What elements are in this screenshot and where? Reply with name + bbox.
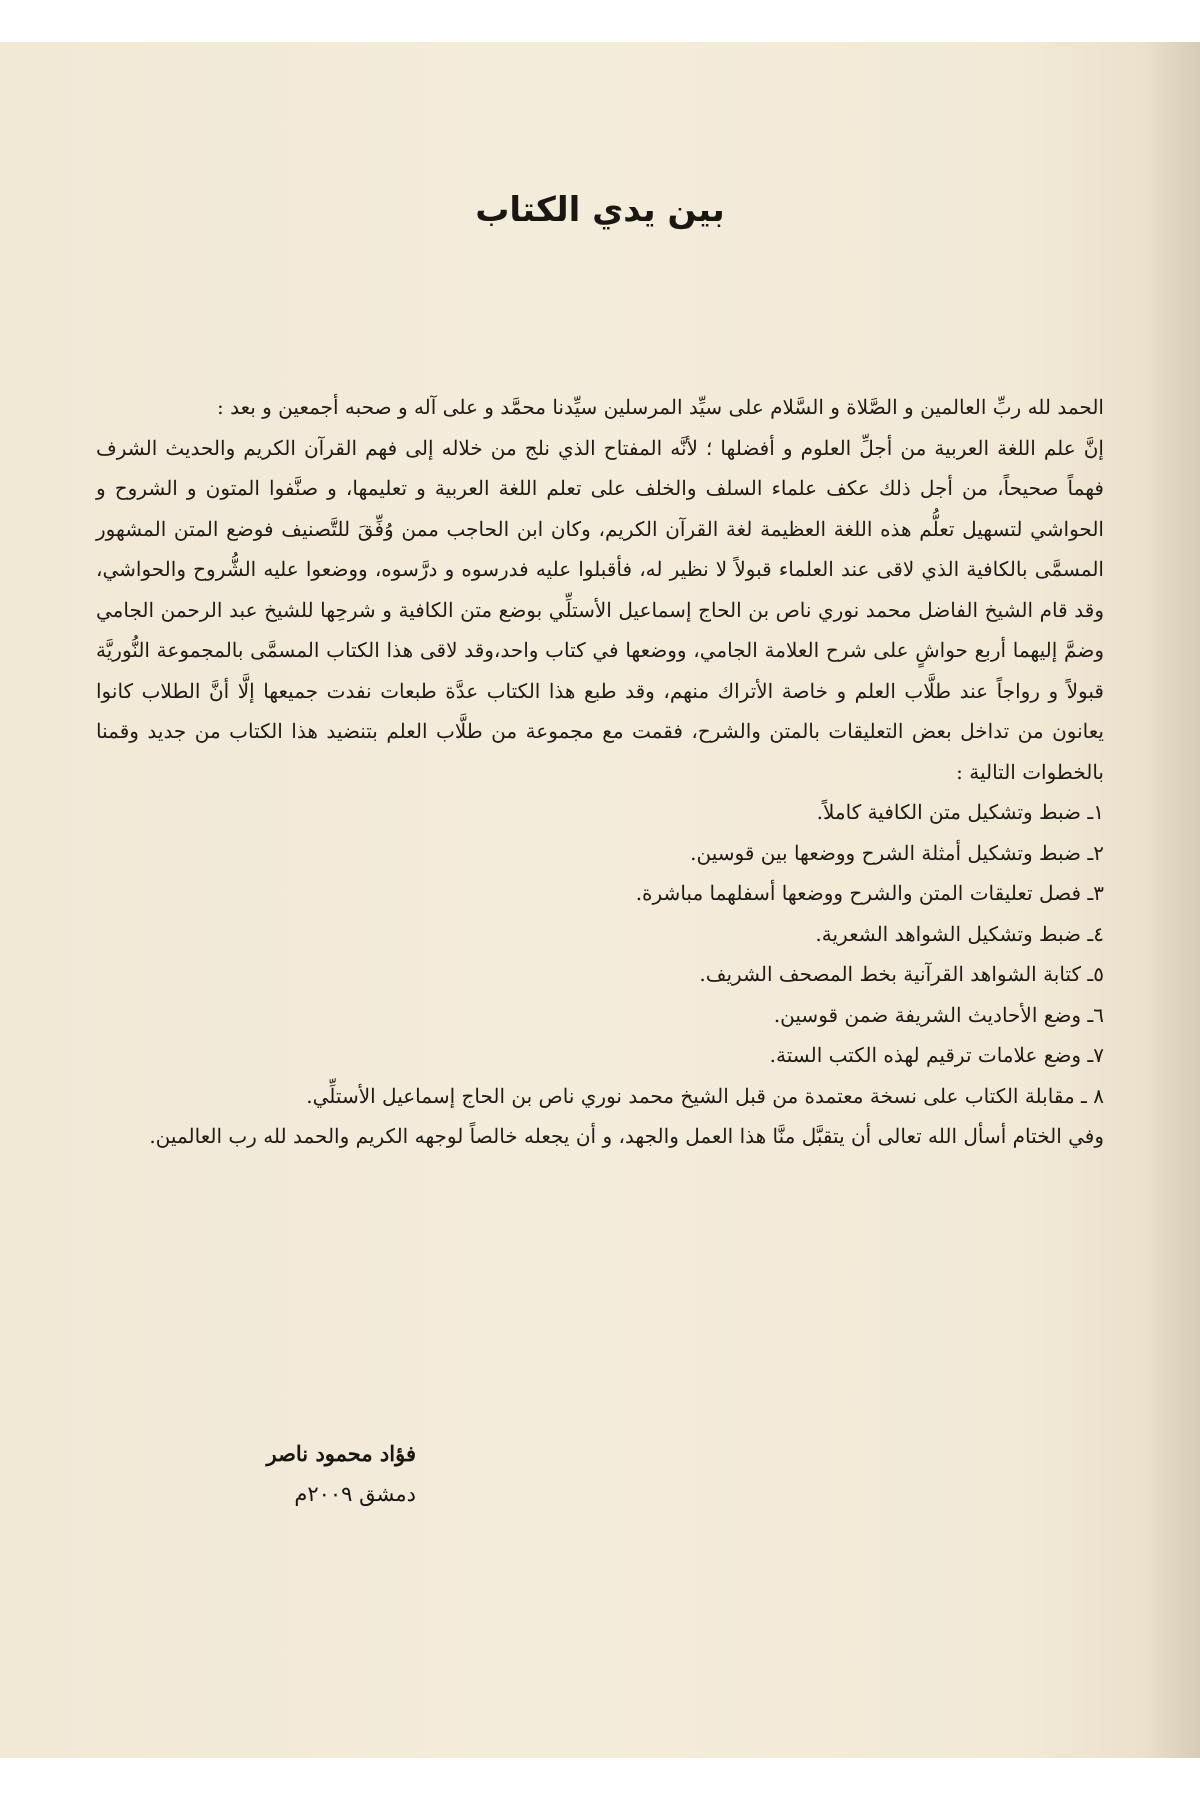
step-item: ٢ـ ضبط وتشكيل أمثلة الشرح ووضعها بين قوسين. <box>690 840 1104 865</box>
step-item: ٣ـ فصل تعليقات المتن والشرح ووضعها أسفلهما مباشرة. <box>635 881 1104 905</box>
main-paragraph: إنَّ علم اللغة العربية من أجلِّ العلوم و أفضلها ؛ لأنَّه المفتاح الذي نلج من خلاله إلى فهم القرآن الكريم والحديث الشرف فهماً صحيحاً، من أجل ذلك عكف علماء السلف والخلف على تعلم اللغة العربية و تعليمها، و صنَّفوا المتون و الشروح و الحواشي لتسهيل تعلُّم هذه اللغة العظيمة لغة القرآن الكريم، وكان ابن الحاجب ممن وُفِّقَ للتَّصنيف فوضع المتن المشهور المسمَّى بالكافية الذي لاقى عند العلماء قبولاً لا نظير له، فأقبلوا عليه فدرسوه و درَّسوه، ووضعوا عليه الشُّروح والحواشي، وقد قام الشيخ الفاضل محمد نوري ناص بن الحاج إسماعيل الأستلِّي بوضع متن الكافية و شرحِها للشيخ عبد الرحمن الجامي وضمَّ إليهما أربع حواشٍ على شرح العلامة الجامي، ووضعها في كتاب واحد،وقد لاقى هذا الكتاب المسمَّى بالمجموعة النُّوريَّة قبولاً و رواجاً عند طلَّاب العلم و خاصة الأتراك منهم، وقد طبع هذا الكتاب عدَّة طبعات نفدت جميعها إلَّا أنَّ الطلاب كانوا يعانون من تداخل بعض التعليقات بالمتن والشرح، فقمت مع مجموعة من طلَّاب العلم بتنضيد هذا الكتاب من جديد وقمنا بالخطوات التالية : <box>96 435 1104 784</box>
step-item: ٨ ـ مقابلة الكتاب على نسخة معتمدة من قبل الشيخ محمد نوري ناص بن الحاج إسماعيل الأستلِّي. <box>306 1083 1104 1108</box>
page-title: بين يدي الكتاب <box>475 190 725 230</box>
signature-block <box>96 1434 416 1514</box>
step-item: ٤ـ ضبط وتشكيل الشواهد الشعرية. <box>815 921 1104 946</box>
opening-paragraph: الحمد لله ربِّ العالمين و الصَّلاة و السَّلام على سيِّد المرسلين سيِّدنا محمَّد و على آله و صحبه أجمعين و بعد : <box>217 395 1104 419</box>
step-item: ٧ـ وضع علامات ترقيم لهذه الكتب الستة. <box>769 1043 1104 1067</box>
preface-body <box>96 387 1104 1157</box>
book-page <box>0 42 1200 1758</box>
author-name: فؤاد محمود ناصر <box>266 1441 416 1466</box>
step-item: ٥ـ كتابة الشواهد القرآنية بخط المصحف الشريف. <box>699 962 1104 986</box>
steps-list <box>96 792 1104 1116</box>
place-date: دمشق ٢٠٠٩م <box>294 1482 416 1506</box>
closing-paragraph: وفي الختام أسأل الله تعالى أن يتقبَّل منَّا هذا العمل والجهد، و أن يجعله خالصاً لوجهه الكريم والحمد لله رب العالمين. <box>149 1124 1104 1148</box>
step-item: ١ـ ضبط وتشكيل متن الكافية كاملاً. <box>816 800 1104 824</box>
step-item: ٦ـ وضع الأحاديث الشريفة ضمن قوسين. <box>773 1002 1104 1027</box>
